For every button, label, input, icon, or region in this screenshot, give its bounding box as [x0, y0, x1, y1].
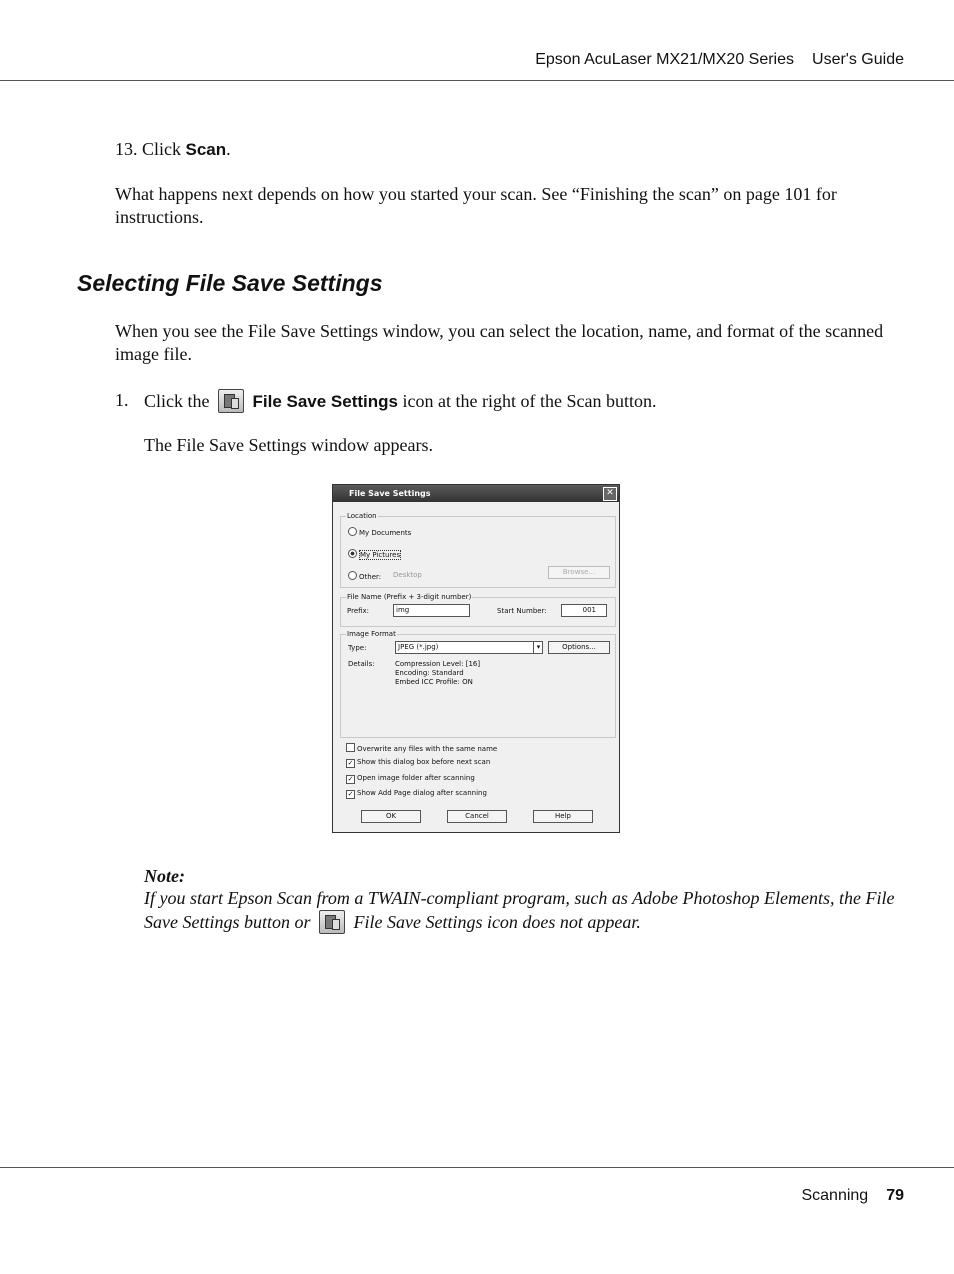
show-dialog-checkbox[interactable]: [346, 758, 490, 768]
start-number-label: Start Number:: [497, 607, 547, 615]
paragraph-2: When you see the File Save Settings window, you can select the location, name, and format of the scanned image file.: [115, 321, 884, 364]
page-footer: [801, 1187, 904, 1205]
show-dialog-label: Show this dialog box before next scan: [357, 758, 491, 766]
details-list: [395, 660, 480, 687]
step-1-bold: File Save Settings: [252, 392, 398, 411]
file-save-settings-icon: [319, 910, 345, 934]
file-save-settings-icon: [218, 389, 244, 413]
details-line: Embed ICC Profile: ON: [395, 678, 473, 686]
close-icon[interactable]: ✕: [603, 487, 617, 501]
checkmark-icon: ✓: [347, 790, 354, 798]
details-line: Encoding: Standard: [395, 669, 464, 677]
open-folder-checkbox[interactable]: [346, 774, 475, 784]
file-name-label: File Name (Prefix + 3-digit number): [347, 593, 472, 601]
details-label: Details:: [348, 660, 375, 668]
step-1-suffix: icon at the right of the Scan button.: [402, 391, 657, 411]
radio-my-documents-label: My Documents: [359, 529, 412, 537]
other-path: Desktop: [393, 571, 422, 579]
note-text: [144, 887, 904, 934]
chevron-down-icon[interactable]: ▾: [533, 642, 543, 653]
footer-rule: [0, 1167, 954, 1168]
radio-my-documents[interactable]: [348, 527, 411, 537]
note-text-2: File Save Settings icon does not appear.: [353, 912, 641, 932]
header-title: Epson AcuLaser MX21/MX20 Series: [535, 51, 795, 68]
header-rule: [0, 80, 954, 81]
add-page-label: Show Add Page dialog after scanning: [357, 789, 487, 797]
radio-other-label: Other:: [359, 573, 382, 581]
add-page-checkbox[interactable]: [346, 789, 487, 799]
file-save-settings-dialog: [332, 484, 620, 833]
step-1-prefix: Click the: [144, 391, 210, 411]
open-folder-label: Open image folder after scanning: [357, 774, 475, 782]
dialog-titlebar: [333, 485, 619, 502]
step-13: [115, 138, 231, 161]
overwrite-checkbox[interactable]: [346, 743, 497, 753]
image-format-label: Image Format: [347, 630, 396, 638]
options-button[interactable]: Options...: [548, 641, 610, 654]
step-1-result: The File Save Settings window appears.: [144, 435, 433, 455]
header-guide: User's Guide: [812, 51, 904, 68]
checkbox-icon: [346, 743, 355, 752]
type-select[interactable]: JPEG (*.jpg): [395, 641, 543, 654]
step-13-prefix: 13. Click: [115, 139, 186, 159]
browse-button[interactable]: Browse...: [548, 566, 610, 579]
help-button[interactable]: Help: [533, 810, 593, 823]
prefix-input[interactable]: img: [393, 604, 470, 617]
note-title: Note:: [144, 866, 185, 886]
ok-button[interactable]: OK: [361, 810, 421, 823]
section-heading: Selecting File Save Settings: [77, 270, 383, 296]
type-label: Type:: [348, 644, 367, 652]
radio-my-pictures-label: My Pictures: [360, 551, 401, 559]
checkmark-icon: ✓: [347, 759, 354, 767]
cancel-button[interactable]: Cancel: [447, 810, 507, 823]
step-13-suffix: .: [226, 139, 231, 159]
dialog-title: File Save Settings: [349, 489, 431, 498]
details-line: Compression Level: [16]: [395, 660, 481, 668]
checkmark-icon: ✓: [347, 775, 354, 783]
step-1: [144, 389, 656, 413]
footer-section: Scanning: [801, 1187, 869, 1204]
radio-my-pictures[interactable]: [348, 549, 401, 559]
overwrite-label: Overwrite any files with the same name: [357, 745, 498, 753]
prefix-label: Prefix:: [347, 607, 370, 615]
page-header: [517, 51, 904, 69]
radio-icon: [348, 571, 357, 580]
radio-icon: [348, 527, 357, 536]
step-13-bold: Scan: [185, 140, 227, 159]
note-text-1: If you start Epson Scan from a TWAIN-compliant program, such as Adobe Photoshop Elements, the File Save Settings button or: [144, 888, 895, 932]
radio-other[interactable]: [348, 571, 381, 581]
page-number: 79: [886, 1187, 904, 1204]
start-number-stepper[interactable]: 001: [561, 604, 607, 617]
location-label: Location: [347, 512, 377, 520]
radio-selected-icon: [348, 549, 357, 558]
paragraph-1: What happens next depends on how you started your scan. See “Finishing the scan” on page 101 for instructions.: [115, 184, 837, 227]
step-1-num: 1.: [115, 390, 129, 410]
